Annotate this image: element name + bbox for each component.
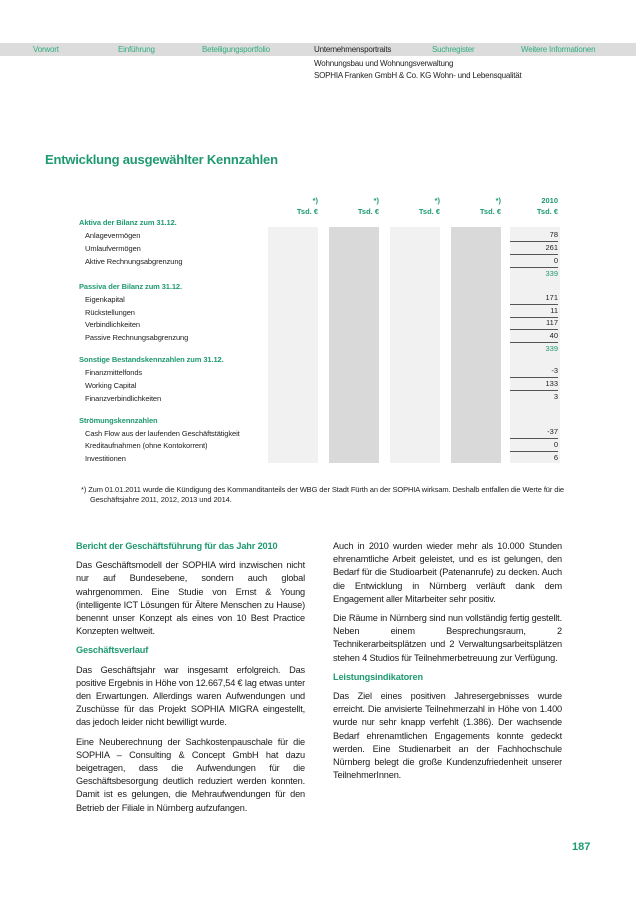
column-year: *) (373, 196, 379, 205)
column-header-2 (329, 195, 379, 217)
page-number: 187 (572, 841, 591, 853)
row-value: 0 (510, 255, 558, 268)
row-label: Investitionen (85, 454, 126, 463)
column-band-3 (390, 227, 440, 463)
row-label: Finanzmittelfonds (85, 368, 143, 377)
nav-unternehmensportraits[interactable]: Unternehmensportraits (314, 45, 392, 54)
nav-suchregister[interactable]: Suchregister (432, 45, 475, 54)
section-aktiva: Aktiva der Bilanz zum 31.12. (79, 218, 177, 227)
row-value: 40 (510, 330, 558, 343)
row-label: Aktive Rechnungsabgrenzung (85, 257, 183, 266)
row-value: 261 (510, 242, 558, 255)
nav-vorwort[interactable]: Vorwort (33, 45, 59, 54)
row-label: Anlagevermögen (85, 231, 141, 240)
row-value: 6 (553, 453, 558, 462)
column-header-4 (451, 195, 501, 217)
column-band-1 (268, 227, 318, 463)
row-value: 133 (510, 378, 558, 391)
column-unit: Tsd. € (357, 207, 379, 216)
column-year: *) (434, 196, 440, 205)
nav-weitere-informationen[interactable]: Weitere Informationen (521, 45, 596, 54)
row-label: Eigenkapital (85, 295, 125, 304)
nav-beteiligungsportfolio[interactable]: Beteiligungsportfolio (202, 45, 270, 54)
paragraph: Das Geschäftsjahr war insgesamt erfolgreich. Das positive Ergebnis in Höhe von 12.667,54 € lag etwas unter den Erwartungen. Allerdings waren Aufwendungen und Zuschüsse für das Projekt SOPHIA MIGRA eingestellt, das jedoch leider nicht bewilligt wurde. (76, 664, 305, 728)
top-navigation (0, 43, 636, 56)
row-value: 3 (553, 392, 558, 401)
breadcrumb-company: SOPHIA Franken GmbH & Co. KG Wohn- und Lebensqualität (314, 71, 522, 80)
section-passiva: Passiva der Bilanz zum 31.12. (79, 282, 182, 291)
paragraph: Die Räume in Nürnberg sind nun vollständig fertig gestellt. Neben einem Besprechungsraum, 2 Technikerarbeitsplätzen und 2 Verwaltungsarbeitsplätzen stehen 4 Studios für Teilnehmerbetreuung zur Verfügung. (333, 613, 562, 663)
row-label: Working Capital (85, 381, 137, 390)
heading-geschaeftsverlauf: Geschäftsverlauf (76, 645, 149, 656)
row-value: 0 (510, 439, 558, 452)
row-label: Cash Flow aus der laufenden Geschäftstätigkeit (85, 429, 240, 438)
row-label: Passive Rechnungsabgrenzung (85, 333, 189, 342)
row-value: 117 (510, 317, 558, 330)
paragraph: Das Geschäftsmodell der SOPHIA wird inzwischen nicht nur auf Bundesebene, sondern auch global wahrgenommen. Eine Studie von Ernst & Young (intelligente ICT Lösungen für Ältere Menschen zu Hause) benennt unser Konzept als eines von 10 Best Practice Konzepten weltweit. (76, 560, 305, 637)
nav-einfuehrung[interactable]: Einführung (118, 45, 155, 54)
column-unit: Tsd. € (418, 207, 440, 216)
column-header-2010 (508, 195, 558, 217)
column-year: *) (495, 196, 501, 205)
heading-bericht: Bericht der Geschäftsführung für das Jahr 2010 (76, 541, 278, 551)
row-label: Umlaufvermögen (85, 244, 141, 253)
paragraph: Eine Neuberechnung der Sachkostenpauschale für die SOPHIA – Consulting & Concept GmbH hat dazu beigetragen, dass die Aufwendungen für die Geschäftsbesorgung deutlich reduziert werden konnten. Damit ist es gelungen, die Mehraufwendungen für den Betrieb der Filiale in Nürnberg aufzufangen. (76, 736, 305, 813)
column-unit: Tsd. € (479, 207, 501, 216)
column-header-1 (268, 195, 318, 217)
section-sonstige: Sonstige Bestandskennzahlen zum 31.12. (79, 355, 224, 364)
column-year: *) (312, 196, 318, 205)
row-value: 171 (510, 292, 558, 305)
row-value: 11 (510, 305, 558, 318)
row-value: -37 (510, 426, 558, 439)
page-title: Entwicklung ausgewählter Kennzahlen (45, 152, 278, 167)
row-label: Rückstellungen (85, 308, 135, 317)
row-label: Kreditaufnahmen (ohne Kontokorrent) (85, 441, 208, 450)
report-column-left (76, 540, 305, 821)
paragraph: Auch in 2010 wurden wieder mehr als 10.000 Stunden ehrenamtliche Arbeit geleistet, und es ist gelungen, den Bedarf für die Studioarbeit (Patenanrufe) zu decken. Auch die Entwicklung in Nürnberg verläuft dank dem Engagement aller Mitarbeiter sehr positiv. (333, 541, 562, 604)
heading-leistungsindikatoren: Leistungsindikatoren (333, 671, 423, 682)
column-year: 2010 (541, 196, 558, 205)
paragraph: Das Ziel eines positiven Jahresergebnisses wurde erreicht. Die anvisierte Teilnehmerzahl in Höhe von 1.400 wurde nur sehr knapp verfehlt (1.386). Der wachsende Bedarf ehrenamtlichen Engagements konnte gedeckt werden. Eine Studienarbeit an der Fachhochschule Nürnberg belegt die große Kundenzufriedenheit unserer TeilnehmerInnen. (333, 691, 562, 781)
section-stroemung: Strömungskennzahlen (79, 416, 158, 425)
row-value: 78 (510, 229, 558, 242)
total-aktiva: 339 (545, 269, 558, 278)
column-band-2 (329, 227, 379, 463)
row-label: Verbindlichkeiten (85, 320, 141, 329)
row-value: -3 (510, 365, 558, 378)
breadcrumb-category: Wohnungsbau und Wohnungsverwaltung (314, 59, 454, 68)
column-unit: Tsd. € (296, 207, 318, 216)
column-unit: Tsd. € (536, 207, 558, 216)
report-column-right (333, 540, 562, 788)
column-band-4 (451, 227, 501, 463)
row-label: Finanzverbindlichkeiten (85, 394, 162, 403)
table-footnote: *) Zum 01.01.2011 wurde die Kündigung des Kommanditanteils der WBG der Stadt Fürth an der SOPHIA wirksam. Deshalb entfallen die Werte für die Geschäftsjahre 2011, 2012, 2013 und 2014. (81, 485, 564, 504)
column-header-3 (390, 195, 440, 217)
total-passiva: 339 (545, 344, 558, 353)
